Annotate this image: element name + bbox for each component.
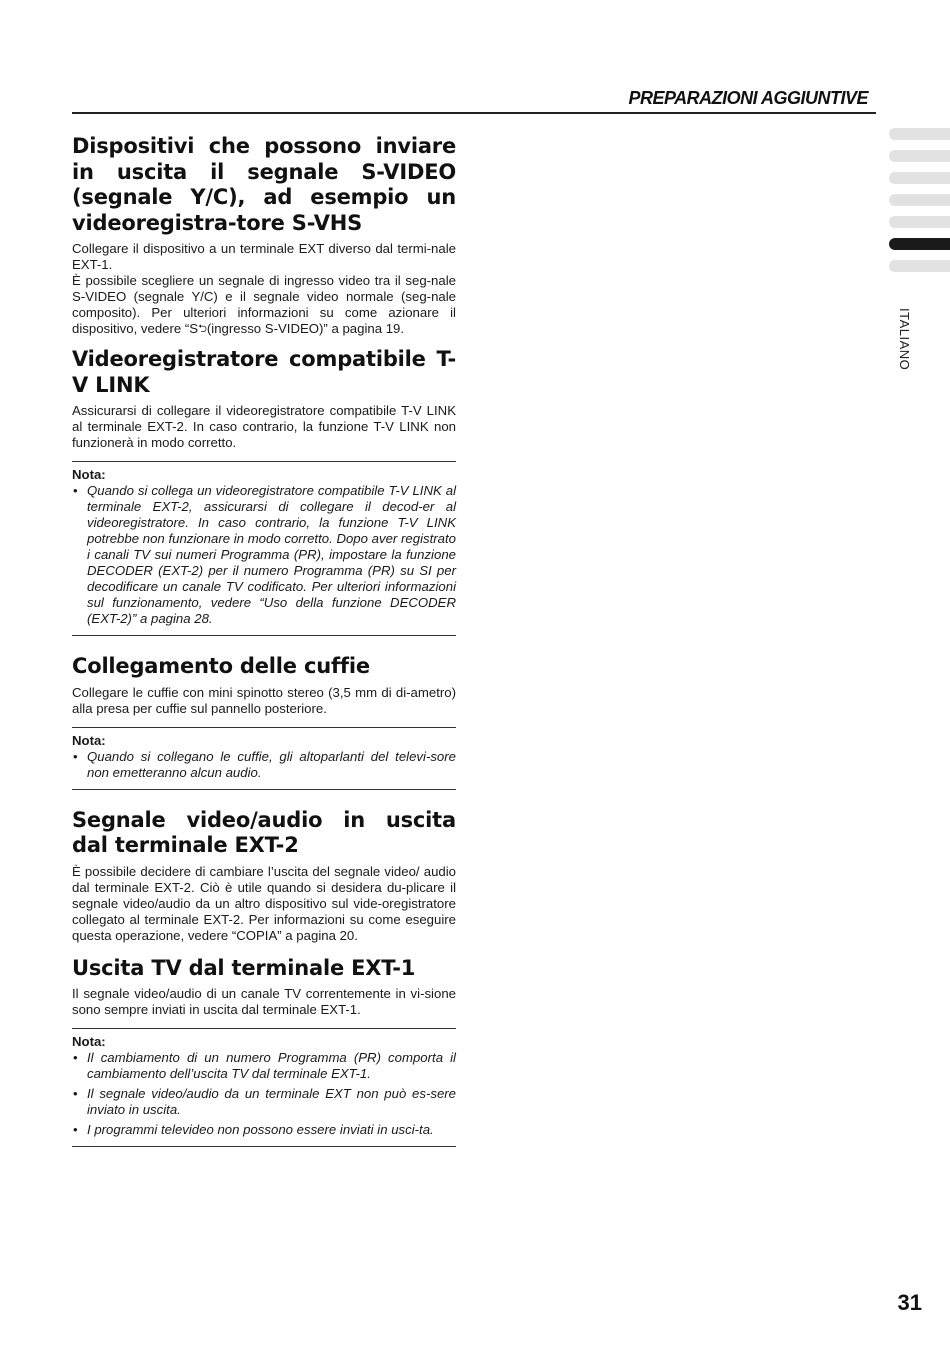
paragraph [72,273,456,337]
section-ext2-output [72,808,456,944]
language-label: ITALIANO [897,308,912,371]
note-item: • Il segnale video/audio da un terminale EXT non può es-sere inviato in uscita. [72,1086,456,1118]
note-item: • Quando si collegano le cuffie, gli altoparlanti del televi-sore non emetteranno alcun audio. [72,749,456,781]
note-title: Nota: [72,467,106,482]
chapter-tabs [889,128,950,282]
note-box [72,727,456,790]
paragraph-text: È possibile scegliere un segnale di ingresso video tra il seg-nale S-VIDEO (segnale Y/C) e il segnale video normale (seg-nale composito). Per ulteriori informazioni su come azionare il dispositivo, vedere “S [72,273,456,336]
paragraph: Il segnale video/audio di un canale TV correntemente in vi-sione sono sempre inviati in uscita dal terminale EXT-1. [72,986,456,1017]
chapter-tab [889,172,950,184]
section-tvlink [72,347,456,636]
note-box [72,461,456,636]
svideo-input-icon: ⮌ [198,323,207,335]
paragraph: È possibile decidere di cambiare l’uscita del segnale video/ audio dal terminale EXT-2. Ciò è utile quando si desidera du-plicare il segnale video/audio da un altro dispositivo sul vide-oregistratore collegato al terminale EXT-2. Per informazioni su come eseguire questa operazione, vedere “COPIA” a pagina 20. [72,863,456,943]
paragraph: Assicurarsi di collegare il videoregistratore compatibile T-V LINK al terminale EXT-2. In caso contrario, la funzione T-V LINK non funzionerà in modo corretto. [72,403,456,450]
note-list [72,1050,456,1138]
section-heading: Collegamento delle cuffie [72,654,370,678]
note-list [72,483,456,627]
page-number: 31 [897,1290,922,1315]
chapter-tab [889,128,950,140]
chapter-tab-active [889,238,950,250]
header-rule [72,112,876,114]
section-ext1-output [72,956,456,1148]
section-heading: Segnale video/audio in uscita dal terminale EXT-2 [72,807,456,857]
note-list [72,749,456,781]
section-heading: Uscita TV dal terminale EXT-1 [72,955,416,980]
chapter-tab [889,216,950,228]
note-box [72,1028,456,1147]
section-headphones [72,654,456,790]
section-heading: Videoregistratore compatibile T-V LINK [72,347,456,397]
section-heading: Dispositivi che possono inviare in uscita il segnale S-VIDEO (segnale Y/C), ad esempio un videoregistra-tore S-VHS [72,134,456,235]
note-item: • Quando si collega un videoregistratore compatibile T-V LINK al terminale EXT-2, assicurarsi di collegare il decod-er al videoregistratore. In caso contrario, la funzione T-V LINK potrebbe non funzionare in modo corretto. Dopo aver registrato i canali TV sui numeri Programma (PR), impostare la funzione DECODER (EXT-2) per il numero Programma (PR) su SI per decodificare un canale TV codificato. Per ulteriori informazioni sul funzionamento, vedere “Uso della funzione DECODER (EXT-2)” a pagina 28. [72,483,456,627]
note-title: Nota: [72,732,106,748]
chapter-tab [889,150,950,162]
note-title: Nota: [72,1034,106,1049]
note-item: • Il cambiamento di un numero Programma (PR) comporta il cambiamento dell’uscita TV dal terminale EXT-1. [72,1050,456,1082]
section-header-title: PREPARAZIONI AGGIUNTIVE [628,88,868,108]
section-svideo-devices [72,134,456,337]
paragraph: Collegare il dispositivo a un terminale EXT diverso dal termi-nale EXT-1. [72,241,456,272]
chapter-tab [889,194,950,206]
note-item: • I programmi televideo non possono essere inviati in usci-ta. [72,1122,456,1138]
paragraph-text: (ingresso S-VIDEO)” a pagina 19. [206,321,405,336]
paragraph: Collegare le cuffie con mini spinotto stereo (3,5 mm di di-ametro) alla presa per cuffie sul pannello posteriore. [72,684,456,716]
chapter-tab [889,260,950,272]
main-column [72,134,456,1147]
